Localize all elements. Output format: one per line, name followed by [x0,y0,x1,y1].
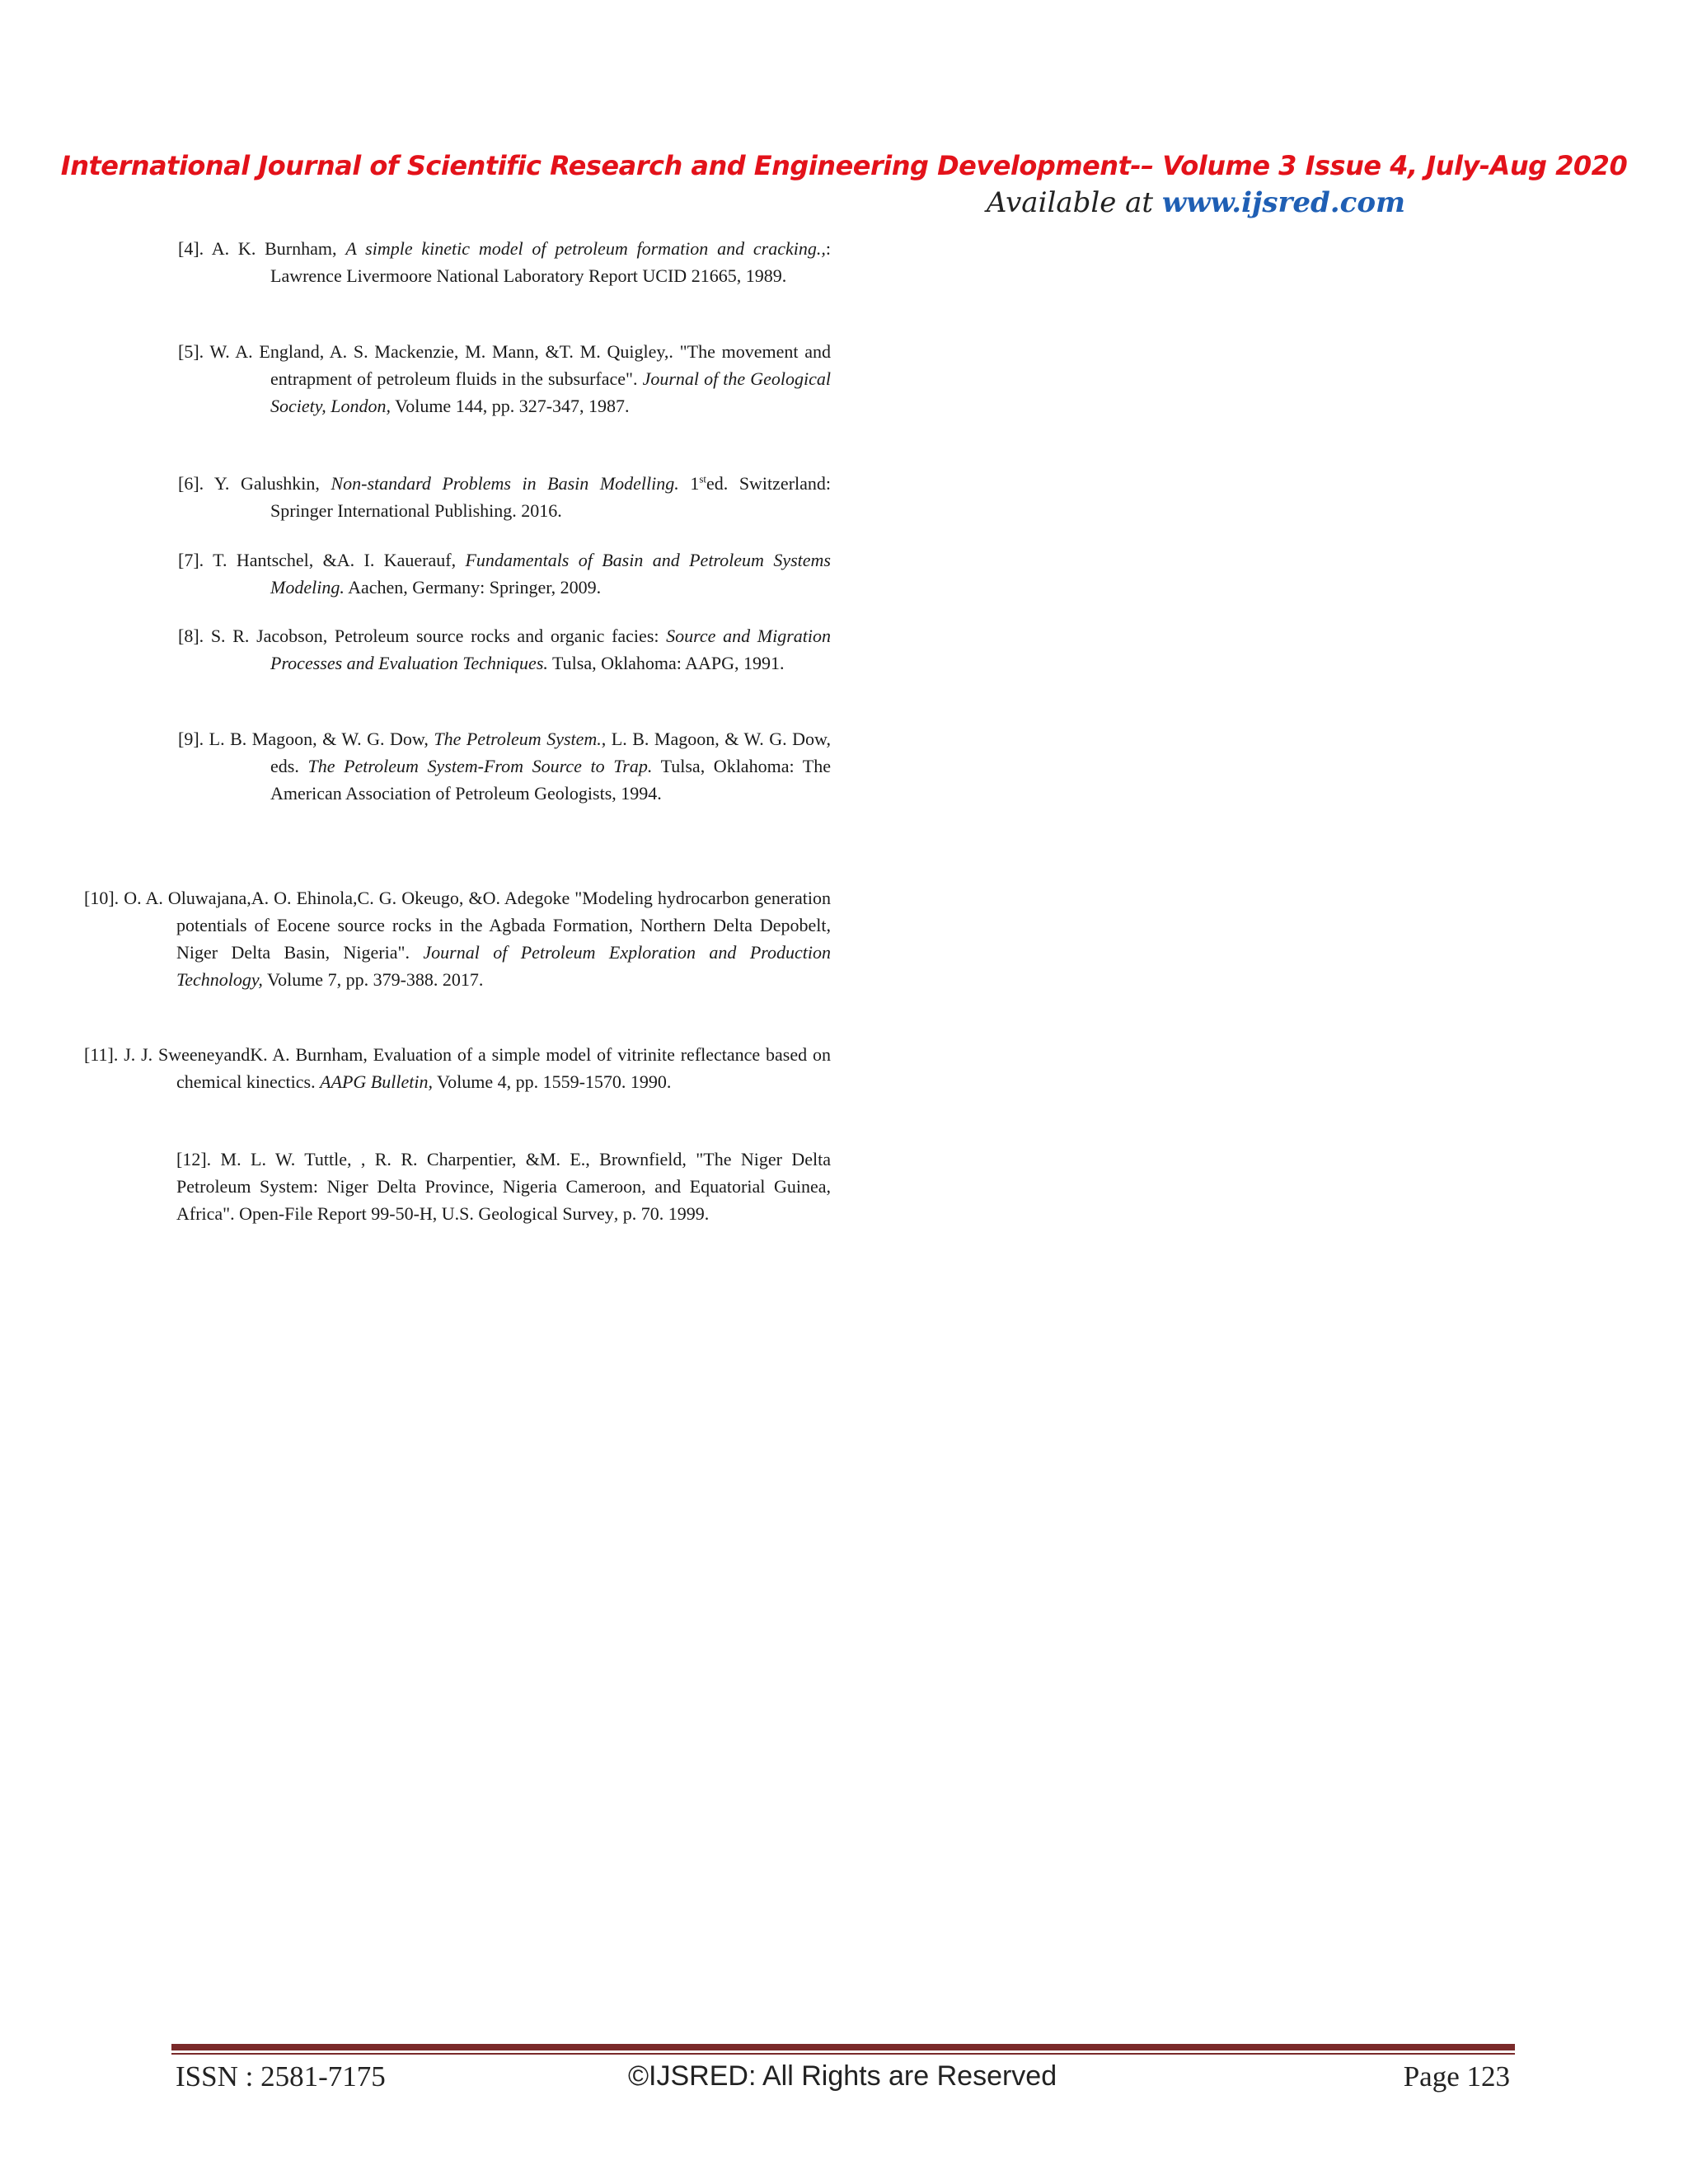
reference-7 [178,546,831,601]
reference-8 [178,622,832,677]
ref-11-authors: [11]. J. J. SweeneyandK. A. Burnham, Evaluation of a simple model of vitrinite reflectance based on chemical kinectics. [84,1044,831,1092]
ref-12-authors: [12]. M. L. W. Tuttle, , R. R. Charpentier, &M. E., Brownfield, "The Niger Delta Petroleum System: Niger Delta Province, Nigeria Cameroon, and Equatorial Guinea, Africa". Open-File Report 99-50-H, U.S. Geological Survey [176,1149,831,1224]
reference-10 [84,884,831,993]
reference-9 [178,725,831,807]
ref-8-authors: [8]. S. R. Jacobson, Petroleum source rocks and organic facies: [178,626,667,646]
ref-7-title: Fundamentals of Basin and Petroleum Systems Modeling. [270,550,831,598]
footer-rule-thin [171,2053,1515,2055]
ref-4-authors: [4]. A. K. Burnham, [178,238,346,259]
ref-10-details: Volume 7, pp. 379-388. 2017. [262,969,484,990]
ref-5-details: Volume 144, pp. 327-347, 1987. [391,396,630,416]
ref-10-journal: Journal of Petroleum Exploration and Production Technology, [176,942,831,990]
ref-6-edition: 1 [678,473,700,494]
ref-8-details: Tulsa, Oklahoma: AAPG, 1991. [547,653,785,673]
reference-5 [178,338,831,419]
journal-title: International Journal of Scientific Research and Engineering Development-– Volume 3 Issue 4, July-Aug 2020 [60,150,1628,181]
ref-6-details: ed. Switzerland: Springer International Publishing. 2016. [270,473,832,521]
ref-10-authors: [10]. O. A. Oluwajana,A. O. Ehinola,C. G. Okeugo, &O. Adegoke "Modeling hydrocarbon generation potentials of Eocene source rocks in the Agbada Formation, Northern Delta Depobelt, Niger Delta Basin, Nigeria". [84,888,831,963]
ref-12-details: p. 70. 1999. [618,1203,710,1224]
reference-12 [176,1146,831,1227]
ref-7-authors: [7]. T. Hantschel, &A. I. Kauerauf, [178,550,466,570]
ref-11-details: Volume 4, pp. 1559-1570. 1990. [432,1071,672,1092]
ref-9-details: Tulsa, Oklahoma: The American Association of Petroleum Geologists, 1994. [270,756,831,804]
ref-9-book-title: The Petroleum System-From Source to Trap. [307,756,653,776]
footer-rule-thick [171,2044,1515,2050]
ref-11-journal: AAPG Bulletin, [320,1071,433,1092]
ref-12-italic-comma: , [613,1203,619,1224]
ref-9-editors: , L. B. Magoon, & W. G. Dow, eds. [270,729,831,776]
ref-4-title: A simple kinetic model of petroleum formation and cracking., [345,238,826,259]
ref-9-title: The Petroleum System. [434,729,602,749]
ref-8-title: Source and Migration Processes and Evaluation Techniques. [270,626,832,673]
ref-4-details: : Lawrence Livermoore National Laboratory Report UCID 21665, 1989. [270,238,831,286]
journal-url-link[interactable]: www.ijsred.com [1161,186,1405,219]
reference-4 [178,235,831,289]
ref-6-title: Non-standard Problems in Basin Modelling. [331,473,679,494]
ref-6-authors: [6]. Y. Galushkin, [178,473,331,494]
footer-copyright: ©IJSRED: All Rights are Reserved [628,2060,1057,2092]
footer-issn: ISSN : 2581-7175 [176,2060,386,2093]
footer-page-number: Page 123 [1403,2060,1510,2093]
reference-11 [84,1041,831,1095]
ref-6-superscript: st [699,472,706,485]
available-prefix: Available at [986,186,1162,219]
ref-9-authors: [9]. L. B. Magoon, & W. G. Dow, [178,729,434,749]
ref-7-details: Aachen, Germany: Springer, 2009. [344,577,602,598]
reference-6 [178,470,832,524]
ref-5-journal: Journal of the Geological Society, London, [270,368,831,416]
ref-5-authors: [5]. W. A. England, A. S. Mackenzie, M. Mann, &T. M. Quigley,. "The movement and entrapment of petroleum fluids in the subsurface". [178,341,831,389]
